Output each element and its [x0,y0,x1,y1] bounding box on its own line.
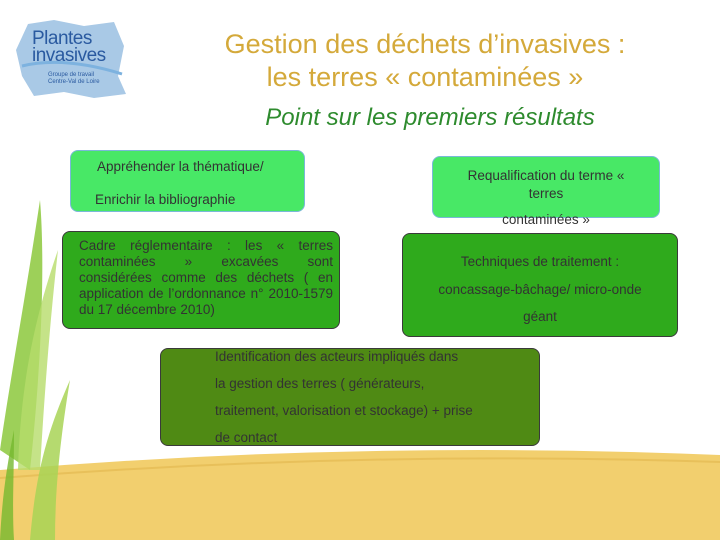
box-identification [160,348,540,446]
box-identification-line-3: traitement, valorisation et stockage) + prise [215,403,473,418]
box-techniques-line-2: concassage-bâchage/ micro-onde [438,282,642,297]
box-cadre-text: Cadre réglementaire : les « terres contaminées » excavées sont considérées comme des déchets ( en application de l’ordonnance n° 2010-1579 du 17 décembre 2010) [79,238,333,317]
logo-line-3: Groupe de travail [48,72,95,78]
slide-subtitle: Point sur les premiers résultats [265,104,595,131]
box-techniques-line-1: Techniques de traitement : [460,254,620,269]
box-cadre-reglementaire [62,231,340,329]
slide-title [140,28,710,94]
logo-caption [48,72,128,86]
box-identification-line-1: Identification des acteurs impliqués dans [215,349,459,364]
box-techniques-line-3: géant [523,309,557,324]
logo-text [32,30,122,64]
logo-line-1: Plantes [32,28,92,49]
box-requalification-line-1: Requalification du terme « terres [467,168,625,201]
box-requalification [432,156,660,227]
title-line-1: Gestion des déchets d’invasives : [224,29,626,59]
box-requalification-line-2: contaminées » [502,212,590,227]
box-identification-line-4: de contact [215,430,278,445]
box-techniques [402,233,678,337]
box-apprehender [70,150,305,212]
logo-line-2: invasives [32,45,106,66]
title-line-2: les terres « contaminées » [266,62,584,92]
box-apprehender-line-2: Enrichir la bibliographie [95,192,236,207]
box-identification-line-2: la gestion des terres ( générateurs, [215,376,425,391]
logo-line-4: Centre-Val de Loire [48,79,100,85]
box-apprehender-line-1: Appréhender la thématique/ [97,159,264,174]
